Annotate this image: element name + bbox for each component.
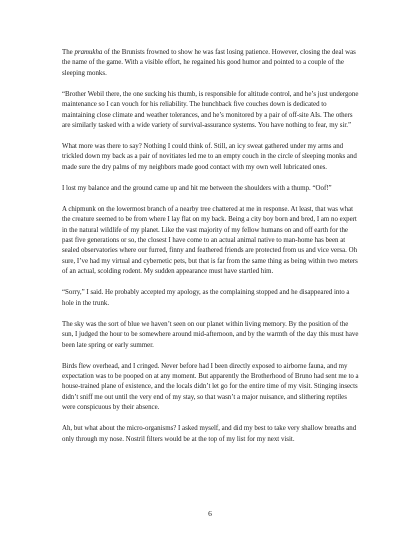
text-run: I lost my balance and the ground came up and hit me between the shoulders with a thump. “Oof!” xyxy=(62,184,332,192)
text-run: “Sorry,” I said. He probably accepted my apology, as the complaining stopped and he disappeared into a hole in the trunk. xyxy=(62,289,350,307)
text-run: The xyxy=(62,49,75,56)
text-run: A chipmunk on the lowermost branch of a nearby tree chattered at me in response. At least, that was what the creature seemed to be from where I lay flat on my back. Being a city boy born and bred, I am no expert in the natural wildlife of my planet. Like the vast majority of my fellow humans on and off earth for the past five generations or so, the closest I have come to an actual animal native to man-home has been at sealed observatories where our furred, finny and feathered friends are protected from us and vice versa. Oh sure, I’ve had my virtual and cybernetic pets, but that is far from the same thing as being within two meters of an actual, scolding rodent. My sudden appearance must have startled him. xyxy=(62,205,358,276)
paragraph xyxy=(62,90,360,132)
paragraph xyxy=(62,142,360,173)
paragraph xyxy=(62,424,360,445)
page-number: 6 xyxy=(208,509,212,518)
text-run: What more was there to say? Nothing I could think of. Still, an icy sweat gathered under my arms and trickled down my back as a pair of novitiates led me to an empty couch in the circle of sleeping monks and made sure the dry palms of my neighbors made good contact with my own well lubricated ones. xyxy=(62,143,357,171)
text-run: Ah, but what about the micro-organisms? I asked myself, and did my best to take very shallow breaths and only through my nose. Nostril filters would be at the top of my list for my next visit. xyxy=(62,425,357,443)
text-run: “Brother Webil there, the one sucking his thumb, is responsible for altitude control, and he’s just undergone maintenance so I can vouch for his reliability. The hunchback five couches down is dedicated to maintaining close climate and weather tolerances, and he’s monitored by a pair of off-site AIs. The others are similarly tasked with a wide variety of survival-assurance systems. You have nothing to fear, my sir.” xyxy=(62,90,359,130)
paragraph xyxy=(62,205,360,278)
text-run: Birds flew overhead, and I cringed. Never before had I been directly exposed to airborne fauna, and my expectation was to be pooped on at any moment. But apparently the Brotherhood of Bruno had sent me to a house-trained plane of existence, and the locals didn’t let go for the entire time of my visit. Stinging insects didn’t sniff me out until the very end of my stay, so that wasn’t a major nuisance, and slithering reptiles were conspicuous by their absence. xyxy=(62,362,359,412)
paragraph xyxy=(62,184,360,194)
paragraph xyxy=(62,362,360,414)
paragraph xyxy=(62,288,360,309)
text-run: of the Brunists frowned to show he was fast losing patience. However, closing the deal was the name of the game. With a visible effort, he regained his good humor and pointed to a couple of the sleeping monks. xyxy=(62,49,356,77)
paragraph xyxy=(62,320,360,351)
italic-text: pramukha xyxy=(74,49,103,56)
paragraph xyxy=(62,48,360,79)
text-run: The sky was the sort of blue we haven’t seen on our planet within living memory. By the position of the sun, I judged the hour to be somewhere around mid-afternoon, and by the warmth of the day this must have been late spring or early summer. xyxy=(62,320,359,349)
body-text xyxy=(62,48,360,456)
